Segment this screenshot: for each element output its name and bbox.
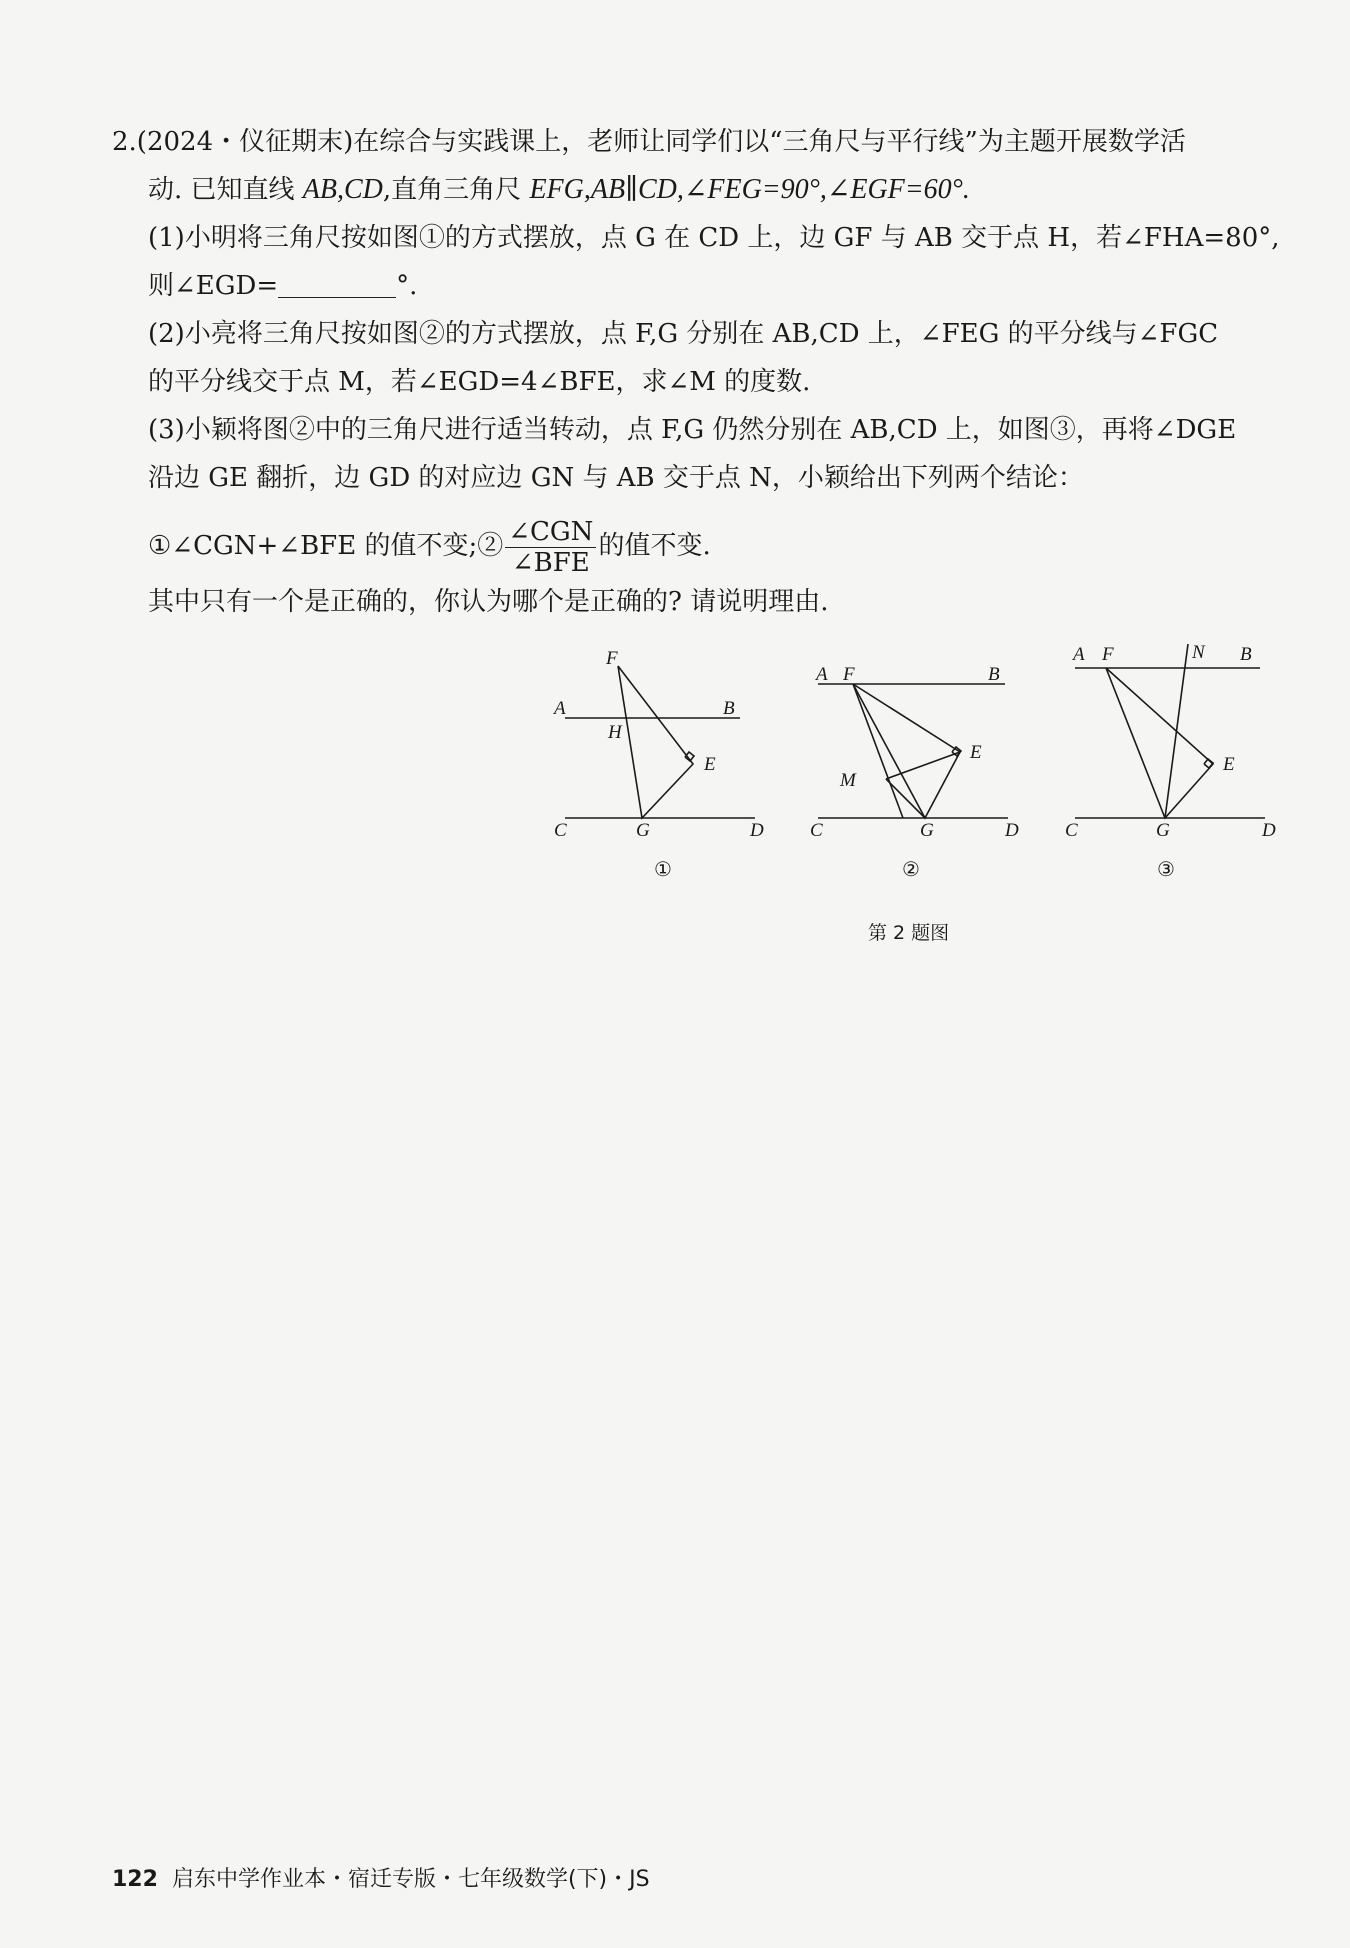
question-3-line-2: 沿边 GE 翻折，边 GD 的对应边 GN 与 AB 交于点 N，小颖给出下列两个结论： [148,463,1084,493]
label-D-3: D [1262,820,1276,841]
question-2-line-2: 的平分线交于点 M，若∠EGD=4∠BFE，求∠M 的度数. [148,367,811,397]
label-D-2: D [1005,820,1019,841]
label-B-2: B [988,664,1000,685]
line-gn-3 [1165,644,1188,818]
label-G-2: G [920,820,934,841]
label-C-3: C [1065,820,1078,841]
label-A-3: A [1073,644,1085,665]
page-footer [112,1862,650,1893]
page-number: 122 [112,1867,158,1892]
label-F-2: F [843,664,855,685]
question-1-line-2: 则∠EGD= °. [148,271,418,301]
label-A-1: A [554,698,566,719]
label-F-1: F [606,648,618,669]
figure-caption: 第 2 题图 [868,922,950,944]
question-1-line-1: (1)小明将三角尺按如图①的方式摆放，点 G 在 CD 上，边 GF 与 AB 交于点 H，若∠FHA=80°, [148,223,1280,253]
label-M-2: M [840,770,856,791]
figure-3-label: ③ [1157,859,1175,881]
label-D-1: D [750,820,764,841]
question-3-line-1: (3)小颖将图②中的三角尺进行适当转动，点 F,G 仍然分别在 AB,CD 上，如图③，再将∠DGE [148,415,1237,445]
fraction-denominator: ∠BFE [511,547,590,578]
figure-1-label: ① [654,859,672,881]
label-E-2: E [970,742,982,763]
triangle-3 [1106,668,1213,818]
problem-given: 动. 已知直线 AB,CD,直角三角尺 EFG,AB∥CD,∠FEG=90°,∠EGF=60°. [148,174,970,205]
figure-group [540,636,1280,956]
label-H-1: H [608,722,622,743]
triangle-2 [853,684,960,818]
figure-2 [810,664,1019,881]
answer-blank[interactable] [278,271,396,298]
triangle-1 [618,666,693,818]
label-C-1: C [554,820,567,841]
book-title: 启东中学作业本・宿迁专版・七年级数学(下)・JS [171,1867,650,1892]
problem-2 [112,118,1282,626]
label-N-3: N [1192,642,1205,663]
final-question: 其中只有一个是正确的，你认为哪个是正确的? 请说明理由. [148,586,829,617]
fraction [505,517,596,578]
conclusions: ①∠CGN+∠BFE 的值不变;② $\frac{\text{∠CGN}}{\text{∠BFE}}$ 的值不变. [148,516,711,578]
problem-header: 2.(2024・仪征期末)在综合与实践课上，老师让同学们以“三角尺与平行线”为主题开展数学活 [112,127,1186,157]
figure-1 [552,648,764,881]
figure-2-label: ② [902,859,920,881]
label-B-1: B [723,698,735,719]
label-A-2: A [816,664,828,685]
geometry-figures [540,636,1280,896]
fraction-numerator: ∠CGN [505,517,596,548]
label-E-3: E [1223,754,1235,775]
label-G-3: G [1156,820,1170,841]
question-2-line-1: (2)小亮将三角尺按如图②的方式摆放，点 F,G 分别在 AB,CD 上，∠FEG 的平分线与∠FGC [148,319,1219,349]
label-G-1: G [636,820,650,841]
right-angle-mark-1 [685,752,694,761]
label-B-3: B [1240,644,1252,665]
figure-3 [1065,642,1276,881]
label-F-3: F [1102,644,1114,665]
line-fg-extra-2 [853,684,903,818]
bisector-gm-2 [886,779,925,818]
label-C-2: C [810,820,823,841]
label-E-1: E [704,754,716,775]
